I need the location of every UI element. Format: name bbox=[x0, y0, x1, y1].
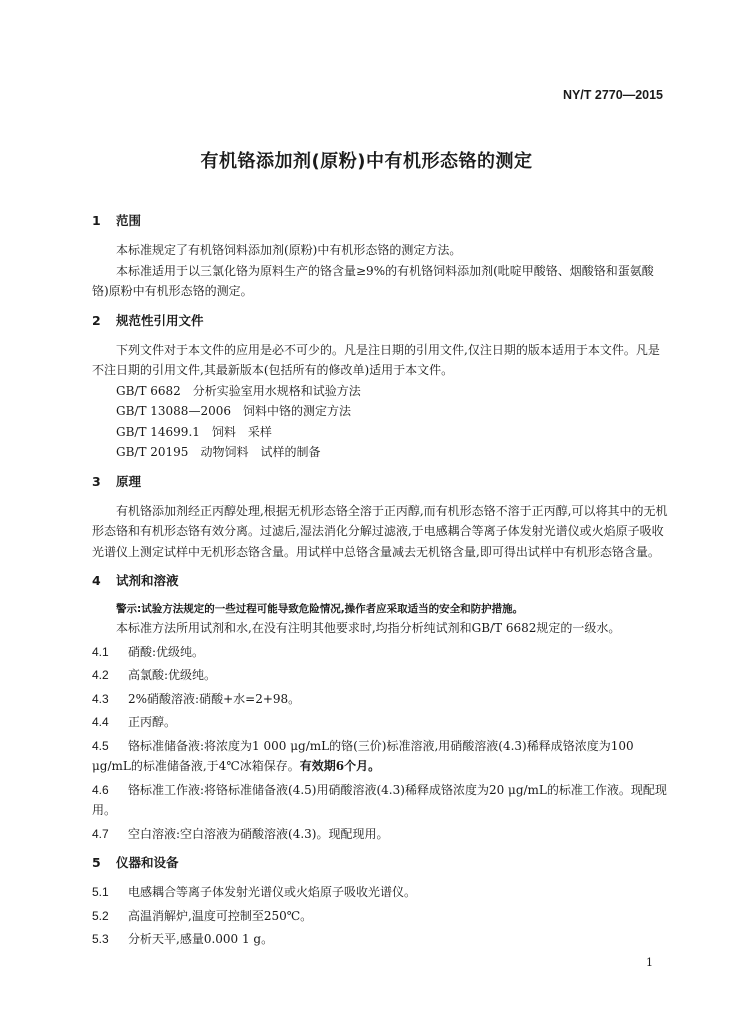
section-heading-scope bbox=[92, 212, 670, 230]
clause-item bbox=[92, 689, 670, 710]
section-heading-apparatus bbox=[92, 854, 670, 872]
clause-text: 硝酸:优级纯。 bbox=[128, 644, 205, 659]
paragraph: 有机铬添加剂经正丙醇处理,根据无机形态铬全溶于正丙醇,而有机形态铬不溶于正丙醇,可以将其中的无机形态铬和有机形态铬有效分离。过滤后,湿法消化分解过滤液,于电感耦合等离子体发射光谱仪或火焰原子吸收光谱仪上测定试样中无机形态铬含量。用试样中总铬含量减去无机铬含量,即可得出试样中有机形态铬含量。 bbox=[92, 503, 668, 559]
section-title: 范围 bbox=[116, 213, 142, 228]
clause-text: 铬标准储备液:将浓度为1 000 μg/mL的铬(三价)标准溶液,用硝酸溶液(4.3)稀释成铬浓度为100 μg/mL的标准储备液,于4℃冰箱保存。 bbox=[92, 738, 634, 773]
clause-number: 4.4 bbox=[92, 715, 109, 729]
section-number: 5 bbox=[92, 855, 101, 870]
section-number: 4 bbox=[92, 573, 101, 588]
paragraph: 本标准方法所用试剂和水,在没有注明其他要求时,均指分析纯试剂和GB/T 6682规定的一级水。 bbox=[116, 621, 621, 635]
clause-number: 5.2 bbox=[92, 908, 109, 923]
clause-number: 5.1 bbox=[92, 885, 109, 899]
section-number: 2 bbox=[92, 312, 101, 328]
clause-text: 空白溶液:空白溶液为硝酸溶液(4.3)。现配现用。 bbox=[128, 826, 389, 841]
section-title: 试剂和溶液 bbox=[116, 573, 179, 588]
clause-number: 4.1 bbox=[92, 644, 109, 659]
document-body bbox=[92, 212, 670, 950]
paragraph: 下列文件对于本文件的应用是必不可少的。凡是注日期的引用文件,仅注日期的版本适用于本文件。凡是不注日期的引用文件,其最新版本(包括所有的修改单)适用于本文件。 bbox=[92, 342, 660, 377]
clause-number: 4.3 bbox=[92, 691, 109, 706]
clause-item bbox=[92, 712, 670, 733]
paragraph: 本标准规定了有机铬饲料添加剂(原粉)中有机形态铬的测定方法。 bbox=[116, 243, 462, 257]
reference-item: GB/T 6682 分析实验室用水规格和试验方法 bbox=[116, 383, 361, 398]
clause-text: 分析天平,感量0.000 1 g。 bbox=[128, 932, 274, 946]
clause-item bbox=[92, 665, 670, 686]
section-number: 3 bbox=[92, 473, 101, 489]
clause-number: 4.2 bbox=[92, 668, 109, 682]
clause-item bbox=[92, 736, 670, 777]
document-title: 有机铬添加剂(原粉)中有机形态铬的测定 bbox=[200, 151, 533, 172]
clause-text: 高氯酸:优级纯。 bbox=[128, 668, 217, 682]
clause-bold-note: 有效期6个月。 bbox=[299, 759, 381, 773]
reference-item: GB/T 14699.1 饲料 采样 bbox=[116, 424, 272, 439]
paragraph: 本标准适用于以三氯化铬为原料生产的铬含量≥9%的有机铬饲料添加剂(吡啶甲酸铬、烟酸铬和蛋氨酸铬)原粉中有机形态铬的测定。 bbox=[92, 263, 654, 298]
standard-number: NY/T 2770—2015 bbox=[562, 88, 663, 102]
section-title: 仪器和设备 bbox=[116, 855, 179, 870]
section-title: 规范性引用文件 bbox=[116, 312, 204, 328]
section-heading-reagents bbox=[92, 572, 670, 590]
clause-text: 2%硝酸溶液:硝酸+水=2+98。 bbox=[128, 691, 301, 706]
clause-item bbox=[92, 824, 670, 845]
clause-number: 4.5 bbox=[92, 738, 109, 753]
clause-item bbox=[92, 642, 670, 663]
page-number: 1 bbox=[646, 956, 653, 969]
clause-number: 5.3 bbox=[92, 932, 109, 946]
reference-item: GB/T 13088—2006 饲料中铬的测定方法 bbox=[116, 404, 351, 418]
clause-text: 电感耦合等离子体发射光谱仪或火焰原子吸收光谱仪。 bbox=[128, 885, 417, 899]
section-heading-principle bbox=[92, 473, 670, 491]
clause-text: 高温消解炉,温度可控制至250℃。 bbox=[128, 908, 313, 923]
clause-item bbox=[92, 780, 670, 821]
section-heading-normative-references bbox=[92, 312, 670, 330]
clause-item bbox=[92, 882, 670, 903]
clause-text: 正丙醇。 bbox=[128, 715, 177, 729]
section-number: 1 bbox=[92, 213, 101, 228]
clause-text: 铬标准工作液:将铬标准储备液(4.5)用硝酸溶液(4.3)稀释成铬浓度为20 μg/mL的标准工作液。现配现用。 bbox=[92, 782, 667, 817]
clause-item bbox=[92, 906, 670, 927]
section-title: 原理 bbox=[116, 473, 142, 489]
clause-number: 4.7 bbox=[92, 826, 109, 841]
warning-note: 警示:试验方法规定的一些过程可能导致危险情况,操作者应采取适当的安全和防护措施。 bbox=[116, 603, 524, 615]
reference-item: GB/T 20195 动物饲料 试样的制备 bbox=[116, 445, 321, 459]
clause-number: 4.6 bbox=[92, 782, 109, 797]
clause-item bbox=[92, 929, 670, 950]
